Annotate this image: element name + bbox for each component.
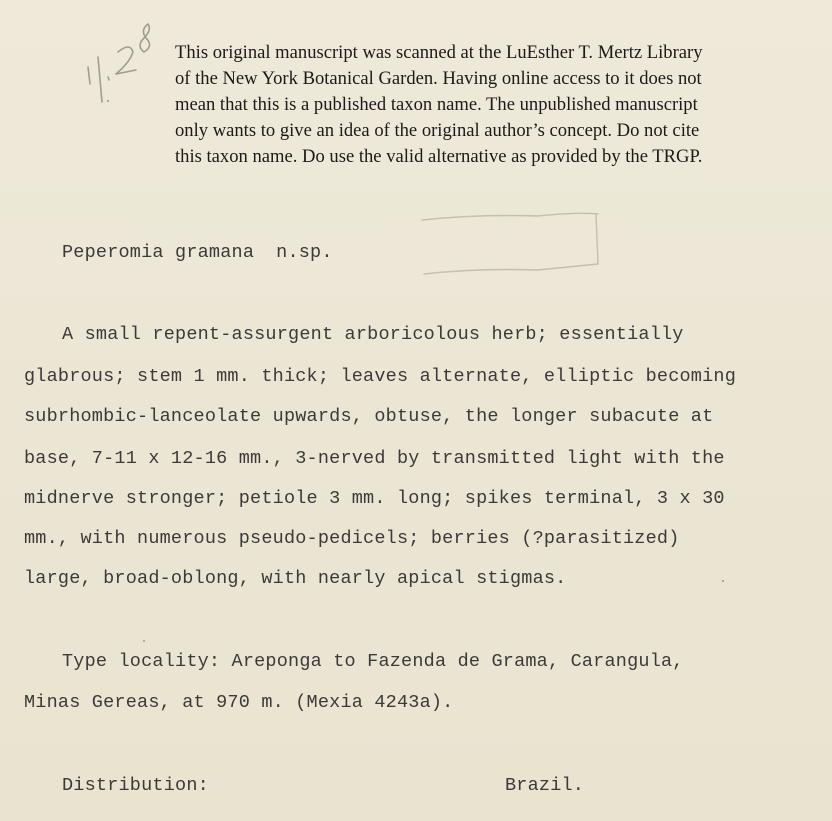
- description-line: A small repent-assurgent arboricolous herb; essentially: [62, 324, 684, 345]
- scan-notice: [175, 40, 815, 170]
- handwritten-pencil-note: [78, 12, 168, 112]
- description-line: subrhombic-lanceolate upwards, obtuse, the longer subacute at: [24, 406, 714, 427]
- description-line: midnerve stronger; petiole 3 mm. long; spikes terminal, 3 x 30: [24, 488, 725, 509]
- description-line: glabrous; stem 1 mm. thick; leaves alternate, elliptic becoming: [24, 366, 737, 387]
- taxon-title: [62, 242, 333, 263]
- paper-speck: [722, 580, 724, 582]
- notice-line: This original manuscript was scanned at the LuEsther T. Mertz Library: [175, 42, 703, 63]
- notice-line: mean that this is a published taxon name. The unpublished manuscript: [175, 94, 698, 115]
- notice-line: only wants to give an idea of the original author’s concept. Do not cite: [175, 120, 700, 141]
- notice-line: this taxon name. Do use the valid alternative as provided by the TRGP.: [175, 146, 703, 167]
- distribution-label: Distribution:: [62, 775, 209, 796]
- taxon-name: Peperomia gramana: [62, 242, 255, 263]
- description-line: large, broad-oblong, with nearly apical stigmas.: [24, 568, 567, 589]
- faint-stamp-mark: [418, 204, 608, 284]
- distribution-value: Brazil.: [505, 775, 585, 796]
- description-line: base, 7-11 x 12-16 mm., 3-nerved by transmitted light with the: [24, 448, 725, 469]
- taxon-status: n.sp.: [276, 242, 333, 263]
- type-locality-line: Type locality: Areponga to Fazenda de Grama, Carangula,: [62, 651, 684, 672]
- type-locality-line: Minas Gereas, at 970 m. (Mexia 4243a).: [24, 692, 454, 713]
- paper-speck: [143, 640, 145, 642]
- description-line: mm., with numerous pseudo-pedicels; berries (?parasitized): [24, 528, 680, 549]
- notice-line: of the New York Botanical Garden. Having online access to it does not: [175, 68, 702, 89]
- paper-speck: [107, 100, 109, 102]
